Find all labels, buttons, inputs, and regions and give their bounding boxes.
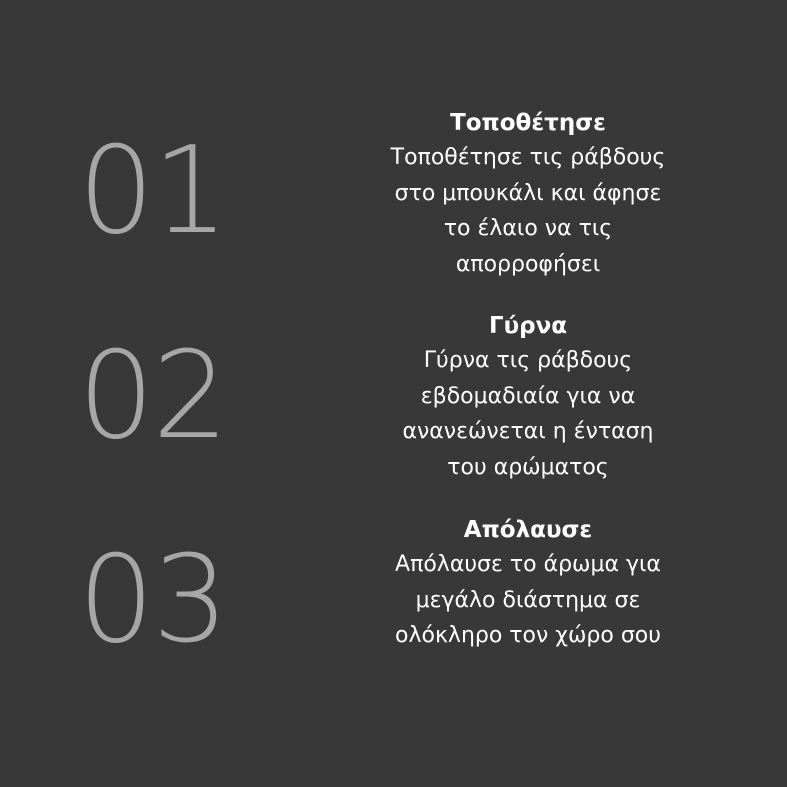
step-title: Γύρνα: [488, 313, 568, 339]
step-number: 03: [78, 531, 227, 670]
step-content: [370, 513, 686, 654]
step-title: Απόλαυσε: [463, 517, 593, 543]
step-content: [370, 106, 686, 282]
step-title: Τοποθέτησε: [450, 110, 606, 136]
step-description: Γύρνα τις ράβδους εβδομαδιαία για να ανανεώνεται η ένταση του αρώματος: [402, 348, 654, 480]
step-description: Τοποθέτησε τις ράβδους στο μπουκάλι και άφησε το έλαιο να τις απορροφήσει: [390, 145, 666, 277]
step-number: 01: [78, 122, 227, 261]
step-content: [370, 309, 686, 485]
step-description: Απόλαυσε το άρωμα για μεγάλο διάστημα σε ολόκληρο τον χώρο σου: [395, 552, 661, 648]
step-number: 02: [78, 327, 227, 466]
